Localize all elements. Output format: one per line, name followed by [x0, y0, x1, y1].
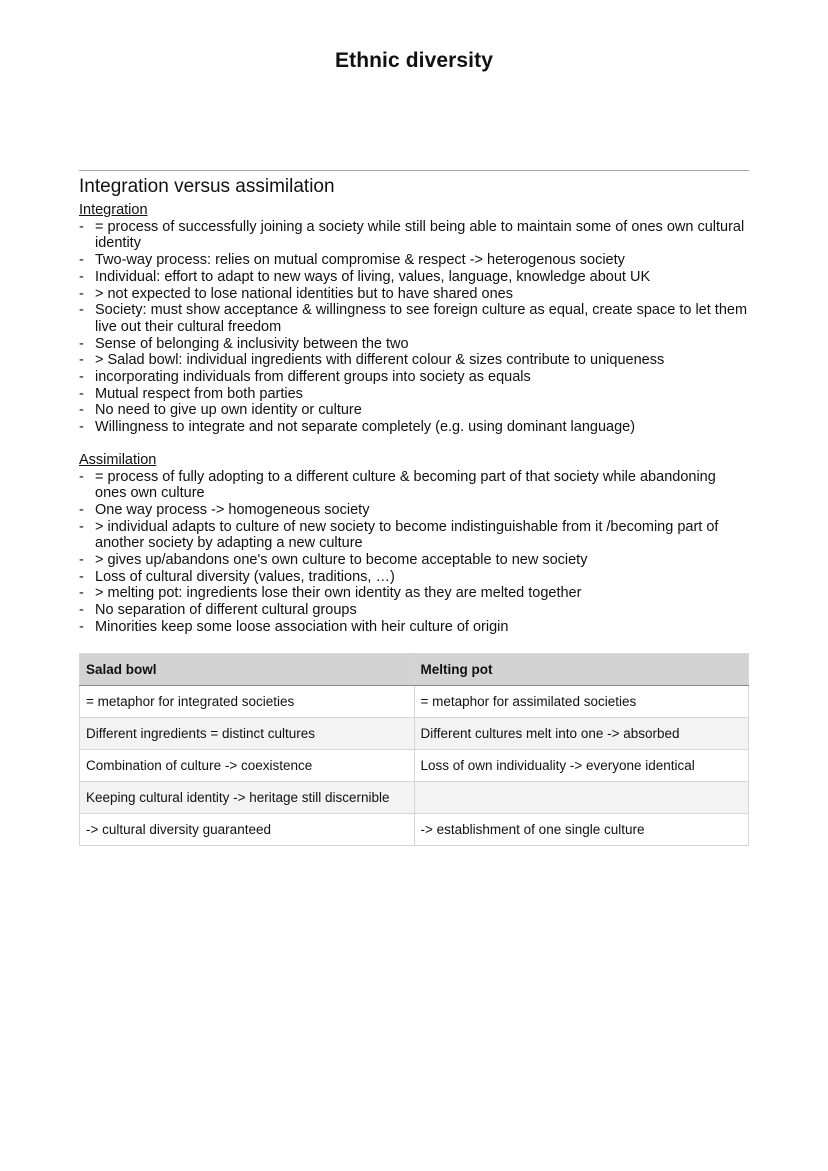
- integration-heading: Integration: [79, 202, 148, 218]
- assimilation-item: [79, 469, 749, 502]
- bullet-dash: -: [79, 218, 84, 235]
- assimilation-item-text: = process of fully adopting to a different culture & becoming part of that society while abandoning ones own culture: [95, 468, 716, 502]
- melting-pot-cell: Different cultures melt into one -> absorbed: [414, 717, 749, 749]
- bullet-dash: -: [79, 518, 84, 535]
- melting-pot-cell: = metaphor for assimilated societies: [414, 685, 749, 717]
- integration-item-text: Individual: effort to adapt to new ways of living, values, language, knowledge about UK: [95, 268, 651, 285]
- integration-item-text: Mutual respect from both parties: [95, 385, 303, 402]
- integration-list: [79, 219, 749, 436]
- assimilation-item: [79, 502, 749, 519]
- header-salad-bowl: Salad bowl: [80, 653, 415, 685]
- integration-item-text: incorporating individuals from different groups into society as equals: [95, 369, 531, 386]
- integration-item-text: Society: must show acceptance & willingness to see foreign culture as equal, create space to let them live out their cultural freedom: [95, 302, 748, 335]
- bullet-dash: -: [79, 252, 84, 269]
- integration-item-text: > not expected to lose national identities but to have shared ones: [95, 285, 513, 302]
- main-content: [79, 176, 749, 846]
- assimilation-item: [79, 602, 749, 619]
- table-row: [80, 749, 749, 781]
- salad-bowl-cell: Keeping cultural identity -> heritage still discernible: [80, 781, 415, 813]
- bullet-dash: -: [79, 419, 84, 436]
- integration-item: [79, 402, 749, 419]
- bullet-dash: -: [79, 369, 84, 386]
- salad-bowl-cell: -> cultural diversity guaranteed: [80, 813, 415, 845]
- table-row: [80, 813, 749, 845]
- integration-item-text: > Salad bowl: individual ingredients with different colour & sizes contribute to uniqueness: [95, 352, 665, 369]
- integration-item: [79, 369, 749, 386]
- bullet-dash: -: [79, 268, 84, 285]
- assimilation-item: [79, 519, 749, 552]
- integration-item-text: No need to give up own identity or culture: [95, 402, 362, 419]
- integration-item: [79, 419, 749, 436]
- salad-bowl-cell: = metaphor for integrated societies: [80, 685, 415, 717]
- assimilation-item-text: > melting pot: ingredients lose their own identity as they are melted together: [95, 585, 582, 602]
- bullet-dash: -: [79, 585, 84, 602]
- integration-item: [79, 286, 749, 303]
- bullet-dash: -: [79, 302, 84, 319]
- assimilation-item-text: Minorities keep some loose association with heir culture of origin: [95, 618, 509, 635]
- assimilation-item: [79, 619, 749, 636]
- table-row: [80, 781, 749, 813]
- bullet-dash: -: [79, 385, 84, 402]
- bullet-dash: -: [79, 552, 84, 569]
- assimilation-item: [79, 569, 749, 586]
- assimilation-item-text: One way process -> homogeneous society: [95, 501, 370, 518]
- salad-bowl-cell: Different ingredients = distinct cultures: [80, 717, 415, 749]
- salad-bowl-cell: Combination of culture -> coexistence: [80, 749, 415, 781]
- bullet-dash: -: [79, 602, 84, 619]
- assimilation-item-text: > individual adapts to culture of new society to become indistinguishable from it /becoming part of another society by adapting a new culture: [95, 518, 719, 552]
- integration-item: [79, 386, 749, 403]
- comparison-table: [79, 653, 749, 846]
- bullet-dash: -: [79, 618, 84, 635]
- integration-item-text: Two-way process: relies on mutual compromise & respect -> heterogenous society: [95, 252, 625, 269]
- assimilation-item: [79, 585, 749, 602]
- integration-item-text: Willingness to integrate and not separate completely (e.g. using dominant language): [95, 419, 636, 436]
- header-melting-pot: Melting pot: [414, 653, 749, 685]
- assimilation-item-text: No separation of different cultural groups: [95, 602, 357, 619]
- bullet-dash: -: [79, 468, 84, 485]
- integration-item: [79, 252, 749, 269]
- melting-pot-cell: [414, 781, 749, 813]
- table-row: [80, 717, 749, 749]
- integration-item-text: = process of successfully joining a society while still being able to maintain some of ones own cultural identity: [95, 218, 745, 252]
- bullet-dash: -: [79, 501, 84, 518]
- assimilation-heading: Assimilation: [79, 451, 157, 468]
- integration-item: [79, 269, 749, 286]
- melting-pot-cell: -> establishment of one single culture: [414, 813, 749, 845]
- integration-item: [79, 302, 749, 335]
- bullet-dash: -: [79, 285, 84, 302]
- table-body: [80, 685, 749, 845]
- assimilation-item-text: > gives up/abandons one's own culture to become acceptable to new society: [95, 552, 588, 569]
- bullet-dash: -: [79, 352, 84, 369]
- table-row: [80, 685, 749, 717]
- bullet-dash: -: [79, 335, 84, 352]
- integration-item: [79, 352, 749, 369]
- bullet-dash: -: [79, 402, 84, 419]
- melting-pot-cell: Loss of own individuality -> everyone identical: [414, 749, 749, 781]
- integration-item: [79, 336, 749, 353]
- section-divider: [79, 170, 749, 171]
- assimilation-item-text: Loss of cultural diversity (values, traditions, …): [95, 568, 395, 585]
- integration-item: [79, 219, 749, 252]
- page-title: Ethnic diversity: [335, 49, 493, 72]
- assimilation-list: [79, 469, 749, 636]
- table-header-row: [80, 653, 749, 685]
- bullet-dash: -: [79, 568, 84, 585]
- integration-item-text: Sense of belonging & inclusivity between the two: [95, 335, 409, 352]
- section-heading: Integration versus assimilation: [79, 176, 335, 197]
- assimilation-item: [79, 552, 749, 569]
